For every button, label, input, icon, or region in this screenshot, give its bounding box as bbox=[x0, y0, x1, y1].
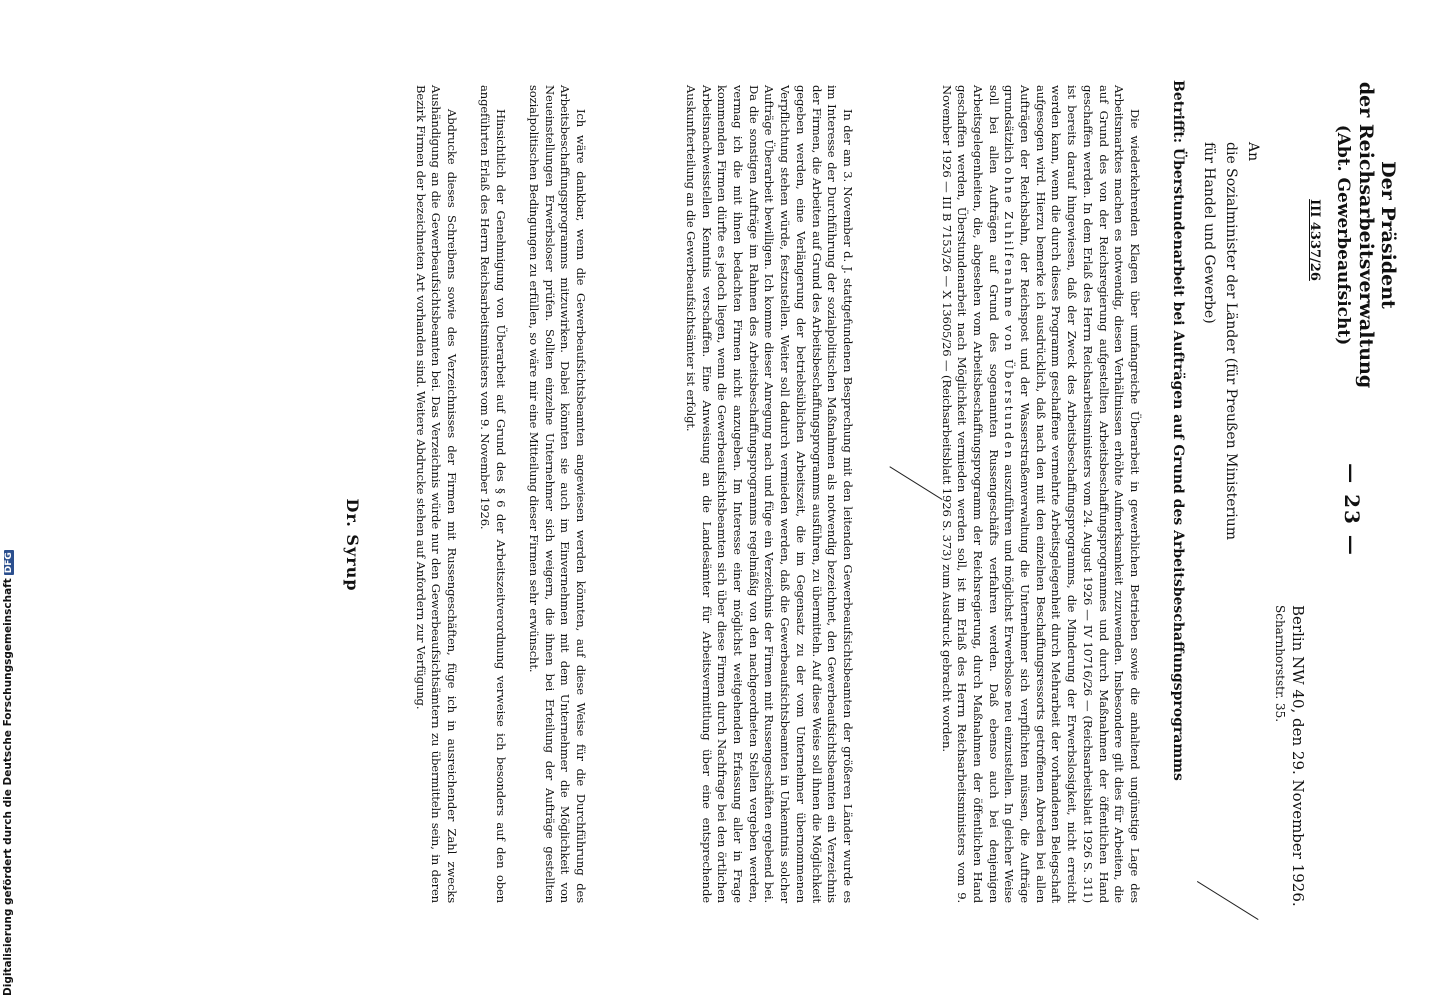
paragraph-5: Abdrucke dieses Schreibens sowie des Verzeichnisses der Firmen mit Russengeschäften, füge ich in ausreichender Zahl zwecks Aushändigung an die Gewerbeaufsichtsbeamten bei. Das Verzeichnis würde nur den Gewerbeaufsichtsämtern zu übermitteln sein, in deren Bezirk Firmen der bezeichneten Art vorhanden sind. Weitere Abdrucke stehen auf Anfordern zur Verfügung. bbox=[413, 85, 459, 903]
footer-credit bbox=[2, 552, 16, 996]
paragraph-4: Hinsichtlich der Genehmigung von Überarbeit auf Grund des § 6 der Arbeitszeitverordnung verweise ich besonders auf den oben angeführten Erlaß des Herrn Reichsarbeitsministers vom 9. November 1926. bbox=[478, 85, 508, 903]
subject-text: Überstundenarbeit bei Aufträgen auf Grund des Arbeitsbeschaffungsprogramms bbox=[1170, 147, 1186, 781]
reference-number: III 4337/26 bbox=[1307, 199, 1322, 281]
addressee-line2: für Handel und Gewerbe) bbox=[1201, 142, 1217, 324]
margin-mark bbox=[889, 466, 942, 500]
footer-strip bbox=[2, 552, 16, 996]
street-address: Scharnhorststr. 35. bbox=[1273, 605, 1287, 723]
signature: Dr. Syrup bbox=[343, 498, 362, 592]
margin-mark bbox=[1197, 881, 1259, 920]
dfg-logo: DFG bbox=[4, 552, 14, 574]
addressee-line1: die Sozialminister der Länder (für Preußen Ministerium bbox=[1223, 142, 1239, 540]
paragraph-1: Die wiederkehrenden Klagen über umfangreiche Überarbeit in gewerblichen Betrieben sowie die anhaltend ungünstige Lage des Arbeitsmarktes machen es notwendig, diesen Verhältnissen erhöhte Aufmerksamkeit zuzuwenden. Insbesondere gilt dies für Arbeiten, die auf Grund des von der Reichsregierung aufgestellten Arbeitsbeschaffungsprogrammes und durch Maßnahmen der öffentlichen Hand geschaffen werden. In dem Erlaß des Herrn Reichsarbeitsministers vom 24. August 1926 — IV 10716/26 — (Reichsarbeitsblatt 1926 S. 311) ist bereits darauf hingewiesen, daß der Zweck des Arbeitsbeschaffungsprogramms, die Minderung der Erwerbslosigkeit, nicht erreicht werden kann, wenn die durch dieses Programm geschaffene vermehrte Arbeitsgelegenheit durch Mehrarbeit der vorhandenen Belegschaft aufgesogen wird. Hierzu bemerke ich ausdrücklich, daß nach den mit den einzelnen Beschaffungsressorts getroffenen Abreden bei allen Aufträgen der Reichsbahn, der Reichspost und der Wasserstraßenverwaltung die Unternehmer sich verpflichten müssen, die Aufträge grundsätzlich ohne Zuhilfenahme von Überstunden auszuführen und möglichst Erwerbslose neu einzustellen. In gleicher Weise soll bei allen Aufträgen auf Grund des sogenannten Russengeschäfts verfahren werden. Daß ebenso auch bei denjenigen Arbeitsgelegenheiten, die, abgesehen vom Arbeitsbeschaffungsprogramm der Reichsregierung, durch Maßnahmen der öffentlichen Hand geschaffen werden, Überstundenarbeit nach Möglichkeit vermieden werden soll, ist im Erlaß des Herrn Reichsarbeitsministers vom 9. November 1926 — III B 7153/26 — X 13605/26 — (Reichsarbeitsblatt 1926 S. 373) zum Ausdruck gebracht worden. bbox=[939, 85, 1142, 904]
paragraph-2: In der am 3. November d. J. stattgefundenen Besprechung mit den leitenden Gewerbeaufsichtsbeamten der größeren Länder wurde es im Interesse der Durchführung der sozialpolitischen Maßnahmen als notwendig bezeichnet, den Gewerbeaufsichtsbeamten ein Verzeichnis der Firmen, die Arbeiten auf Grund des Arbeitsbeschaffungsprogramms ausführen, zu übermitteln. Auf diese Weise soll ihnen die Möglichkeit gegeben werden, eine Verlängerung der betriebsüblichen Arbeitszeit, die im Gegensatz zu der vom Unternehmer übernommenen Verpflichtung stehen würde, festzustellen. Weiter soll dadurch vermieden werden, daß die Gewerbeaufsichtsbeamten in Unkenntnis solcher Aufträge Überarbeit bewilligen. Ich komme dieser Anregung nach und füge ein Verzeichnis der Firmen mit Russengeschäften ergebend bei. Da die sonstigen Aufträge im Rahmen des Arbeitsbeschaffungsprogramms regelmäßig von den nachgeordneten Stellen vergeben werden, vermag ich die mit ihnen bedachten Firmen nicht anzugeben. Im Interesse einer möglichst weitgehenden Erfassung aller in Frage kommenden Firmen dürfte es jedoch liegen, wenn die Gewerbeaufsichtsbeamten sich über diese Firmen durch Nachfrage bei den örtlichen Arbeitsnachweisstellen Kenntnis verschaffen. Eine Anweisung an die Landesämter für Arbeitsvermittlung über eine entsprechende Auskunfterteilung an die Gewerbeaufsichtsämter ist erfolgt. bbox=[683, 85, 855, 903]
header-authority: der Reichsarbeitsverwaltung bbox=[1355, 81, 1377, 389]
addressee-an: An bbox=[1245, 142, 1261, 162]
header-department: (Abt. Gewerbeaufsicht) bbox=[1333, 124, 1353, 346]
paragraph-3: Ich wäre dankbar, wenn die Gewerbeaufsichtsbeamten angewiesen werden könnten, auf diese Weise für die Durchführung des Arbeitsbeschaffungsprogramms mitzuwirken. Dabei könnten sie auch im Einvernehmen mit dem Unternehmer die Möglichkeit von Neueinstellungen Erwerbsloser prüfen. Sollten einzelne Unternehmer sich weigern, die ihnen bei Erteilung der Aufträge gestellten sozialpolitischen Bedingungen zu erfüllen, so wäre mir eine Mitteilung dieser Firmen sehr erwünscht. bbox=[526, 85, 588, 903]
spaced-emphasis: ohne Zuhilfenahme von Überstunden bbox=[1002, 167, 1017, 461]
subject-label: Betrifft: bbox=[1170, 80, 1186, 144]
footer-text: Digitalisierung gefördert durch die Deutsche Forschungsgemeinschaft bbox=[2, 578, 14, 996]
page-number: — 23 — bbox=[1340, 463, 1364, 557]
subject-line bbox=[1168, 80, 1188, 960]
header-title: Der Präsident bbox=[1377, 161, 1399, 309]
place-date: Berlin NW 40, den 29. November 1926. bbox=[1289, 605, 1307, 907]
